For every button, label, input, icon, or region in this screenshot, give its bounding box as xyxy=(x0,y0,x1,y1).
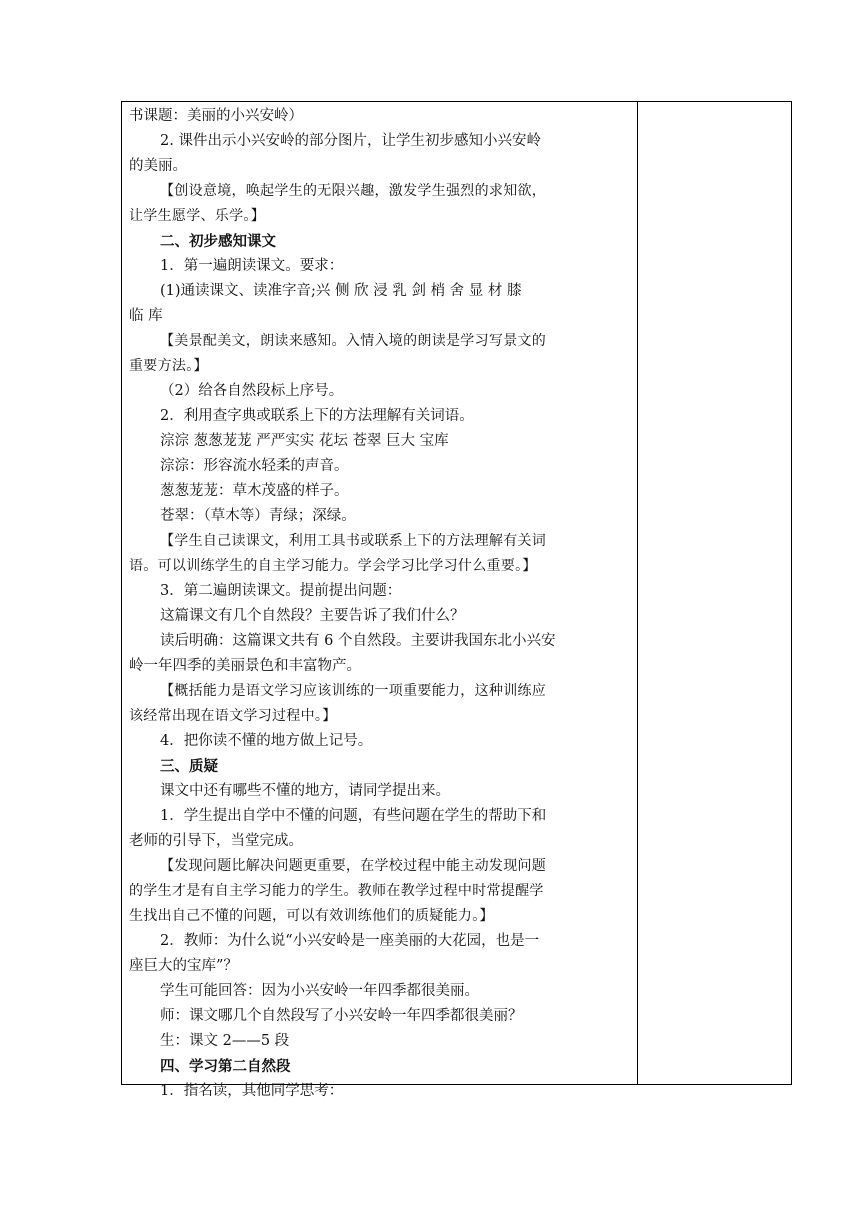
text-line: 3．第二遍朗读课文。提前提出问题： xyxy=(160,583,402,599)
text-line: 2. 课件出示小兴安岭的部分图片，让学生初步感知小兴安岭 xyxy=(160,133,541,149)
teaching-note-line: 语。可以训练学生的自主学习能力。学会学习比学习什么重要。】 xyxy=(129,558,537,574)
text-line: 淙淙 葱葱茏茏 严严实实 花坛 苍翠 巨大 宝库 xyxy=(160,433,449,449)
text-line: （2）给各自然段标上序号。 xyxy=(160,383,344,399)
text-line: 这篇课文有几个自然段？主要告诉了我们什么？ xyxy=(160,608,465,624)
text-line: 淙淙：形容流水轻柔的声音。 xyxy=(160,458,349,474)
text-line: 2．利用查字典或联系上下的方法理解有关词语。 xyxy=(160,408,474,424)
teaching-note-line: 重要方法。】 xyxy=(129,358,208,374)
teaching-note-line: 让学生愿学、乐学。】 xyxy=(129,208,265,224)
section-heading: 四、学习第二自然段 xyxy=(160,1058,291,1075)
teaching-note-line: 【学生自己读课文，利用工具书或联系上下的方法理解有关词 xyxy=(160,533,547,549)
text-line: 座巨大的宝库”？ xyxy=(129,958,238,974)
teaching-note-line: 【美景配美文，朗读来感知。入情入境的朗读是学习写景文的 xyxy=(160,333,547,349)
text-line: 葱葱茏茏：草木茂盛的样子。 xyxy=(160,483,349,499)
section-heading: 二、初步感知课文 xyxy=(160,233,276,250)
text-line: 学生可能回答：因为小兴安岭一年四季都很美丽。 xyxy=(160,983,479,999)
table-column-divider xyxy=(637,101,638,1085)
text-line: (1)通读课文、读准字音;兴 侧 欣 浸 乳 剑 梢 舍 显 材 膝 xyxy=(160,283,522,299)
section-heading: 三、质疑 xyxy=(160,758,218,775)
teaching-note-line: 【发现问题比解决问题更重要，在学校过程中能主动发现问题 xyxy=(160,858,547,874)
teaching-note-line: 的学生才是有自主学习能力的学生。教师在教学过程中时常提醒学 xyxy=(129,883,544,899)
text-line: 师：课文哪几个自然段写了小兴安岭一年四季都很美丽？ xyxy=(160,1008,523,1024)
text-line: 2．教师：为什么说“小兴安岭是一座美丽的大花园，也是一 xyxy=(160,933,540,949)
lesson-content-cell xyxy=(129,104,631,1104)
text-line: 的美丽。 xyxy=(129,158,187,174)
text-line: 书课题：美丽的小兴安岭） xyxy=(129,108,303,124)
text-line: 1．学生提出自学中不懂的问题，有些问题在学生的帮助下和 xyxy=(160,808,547,824)
teaching-note-line: 生找出自己不懂的问题，可以有效训练他们的质疑能力。】 xyxy=(129,908,494,924)
text-line: 4．把你读不懂的地方做上记号。 xyxy=(160,733,373,749)
teaching-note-line: 该经常出现在语文学习过程中。】 xyxy=(129,708,337,724)
text-line: 临 库 xyxy=(129,308,163,324)
text-line: 岭一年四季的美丽景色和丰富物产。 xyxy=(129,658,361,674)
text-line: 课文中还有哪些不懂的地方，请同学提出来。 xyxy=(160,783,450,799)
text-line: 老师的引导下，当堂完成。 xyxy=(129,833,303,849)
teaching-note-line: 【概括能力是语文学习应该训练的一项重要能力，这种训练应 xyxy=(160,683,547,699)
text-line: 生：课文 2——5 段 xyxy=(160,1033,290,1049)
text-line: 1．第一遍朗读课文。要求： xyxy=(160,258,344,274)
teaching-note-line: 【创设意境，唤起学生的无限兴趣，激发学生强烈的求知欲， xyxy=(160,183,547,199)
text-line: 苍翠：（草木等）青绿；深绿。 xyxy=(160,508,356,524)
text-line: 读后明确：这篇课文共有 6 个自然段。主要讲我国东北小兴安 xyxy=(160,633,556,649)
text-line: 1．指名读，其他同学思考： xyxy=(160,1083,344,1099)
